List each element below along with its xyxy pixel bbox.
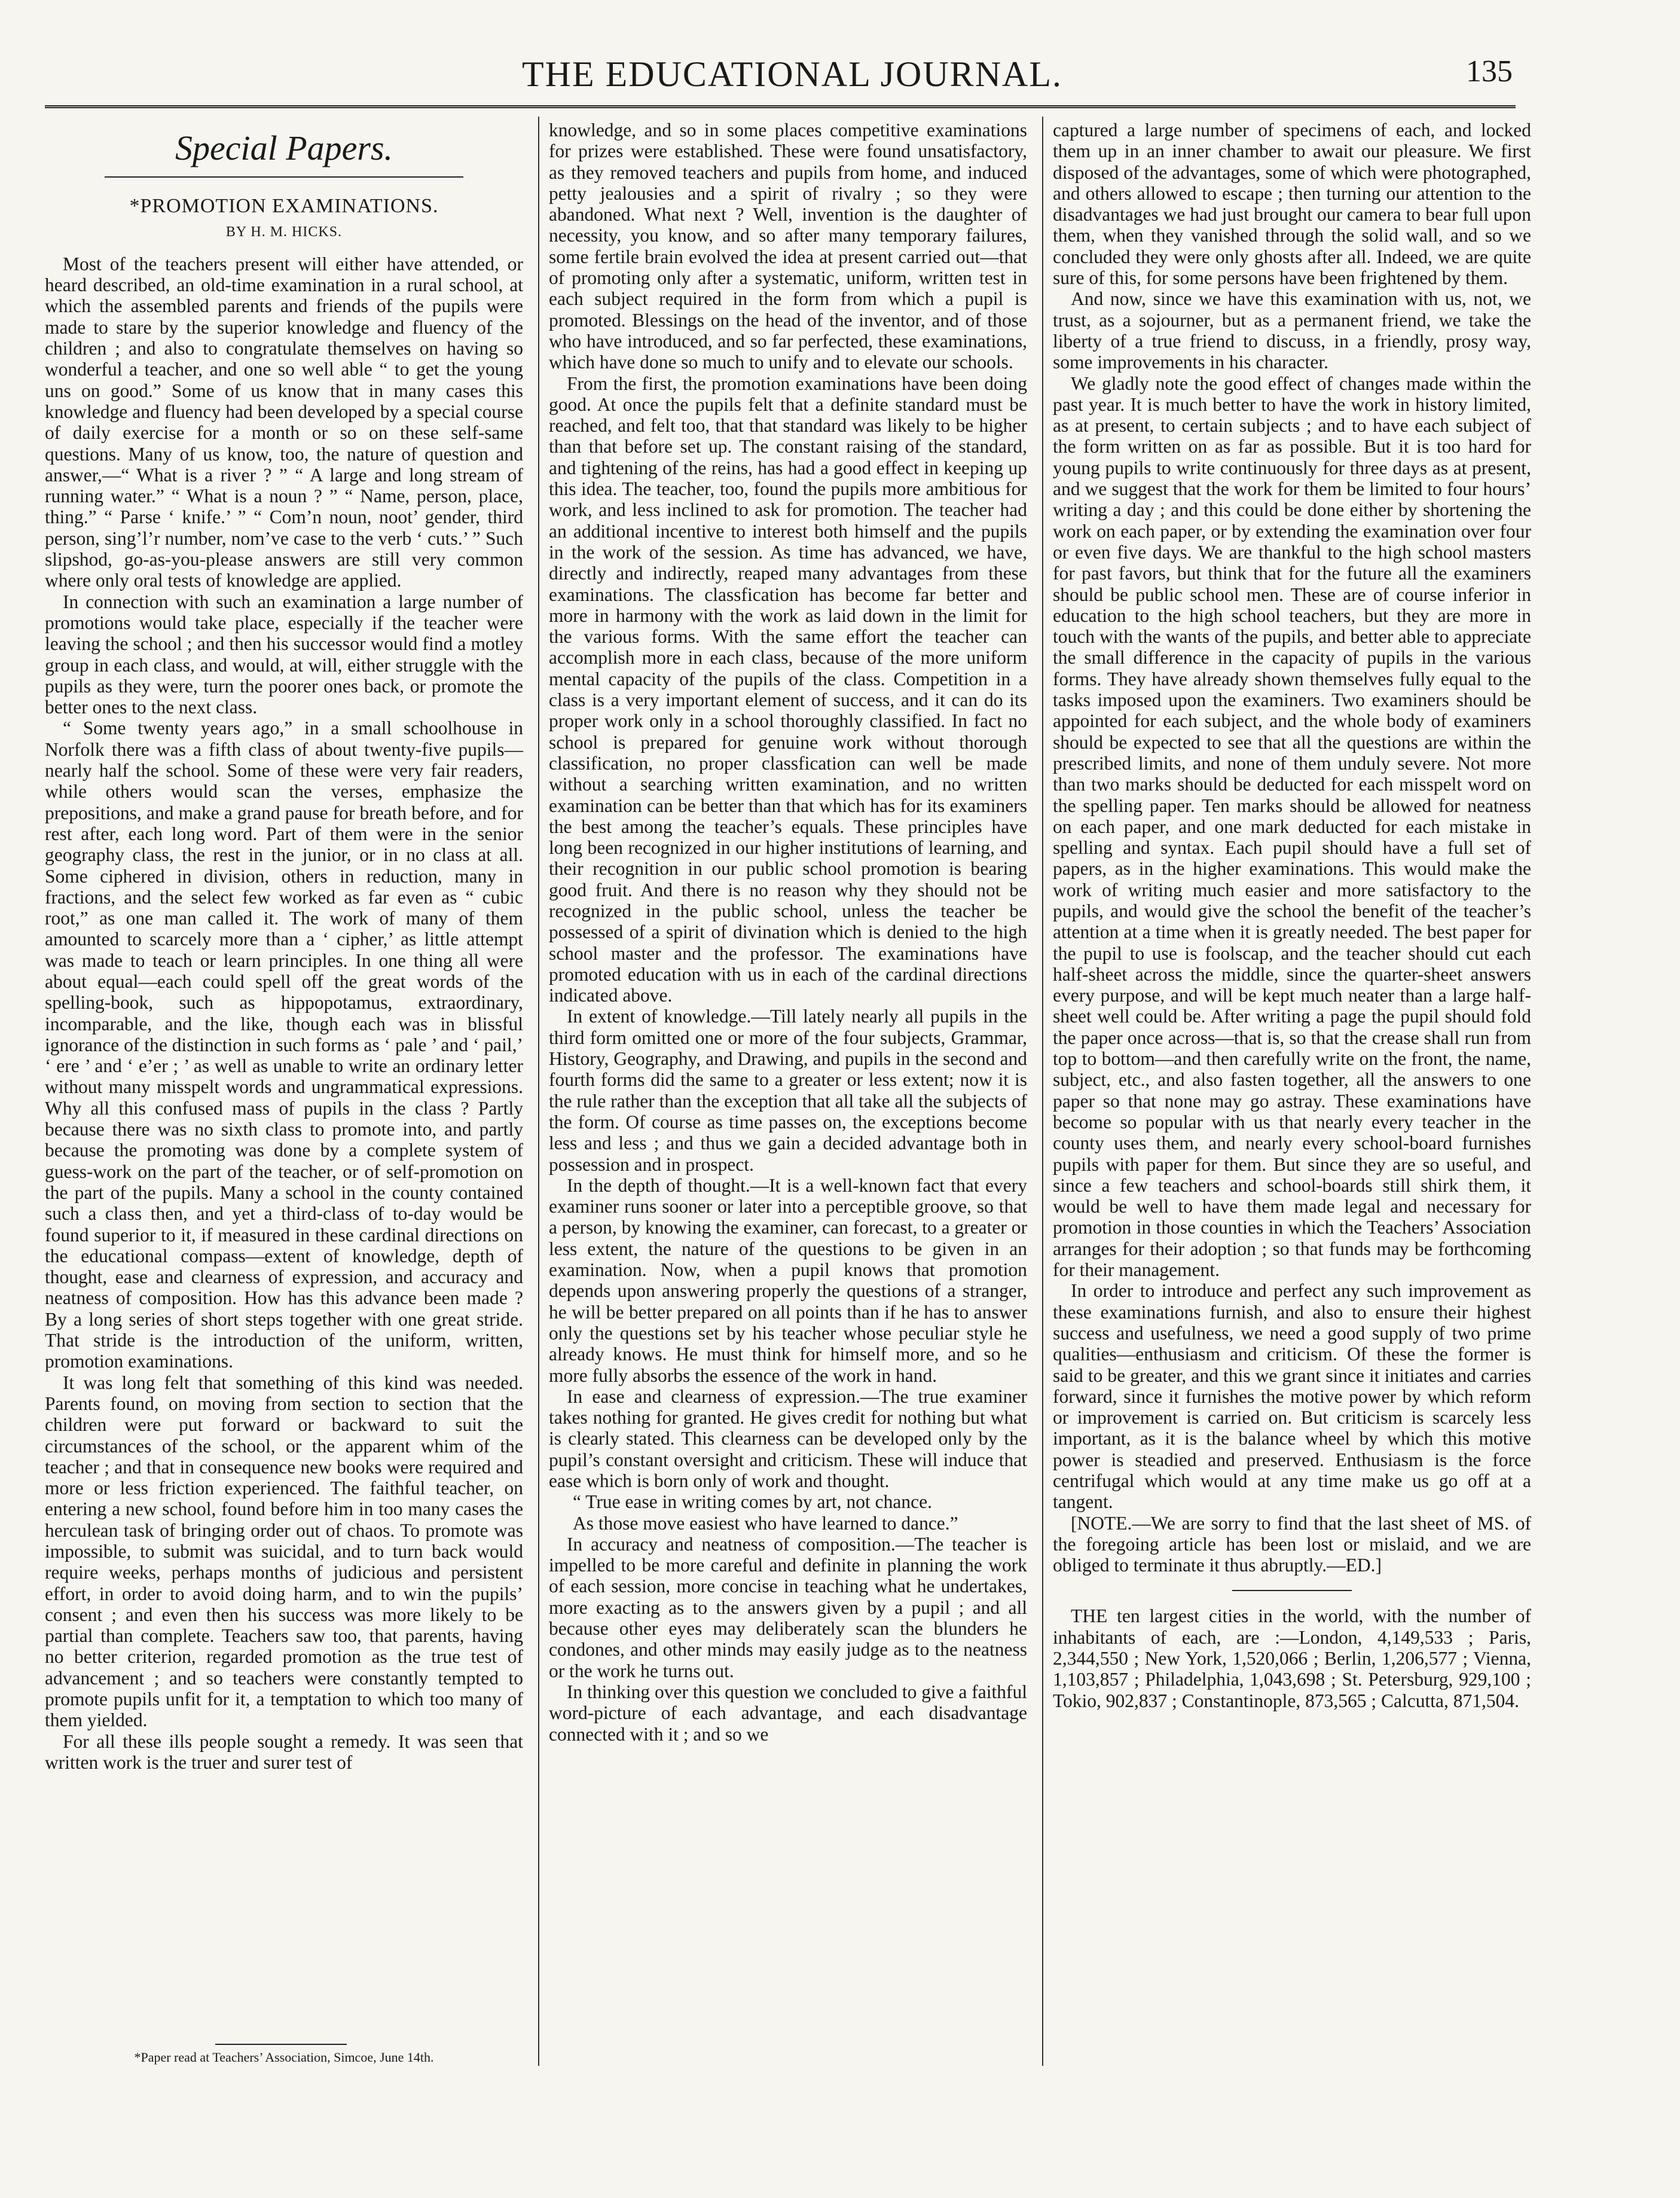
paragraph: In the depth of thought.—It is a well-known fact that every examiner runs sooner or later into a perceptible groove, so that a person, by knowing the examiner, can forecast, to a greater or less extent, the nature of the questions to be given in an examination. Now, when a pupil knows that promotion depends upon answering properly the questions of a stranger, he will be better prepared on all points than if he has to answer only the questions set by his teacher whose peculiar style he already knows. He must think for himself more, and so he more fully absorbs the essence of the work in hand. — [549, 1174, 1027, 1386]
header-rule — [45, 105, 1516, 108]
page-header — [36, 54, 1548, 102]
paragraph: We gladly note the good effect of changes made within the past year. It is much better to have the work in history limited, as at present, to certain subjects ; and to have each subject of the form written on as far as possible. But it is too hard for young pupils to write continuously for three days as at present, and we suggest that the work for them be limited to four hours’ writing a day ; and this could be done either by shortening the work on each paper, or by extending the examination over four or even five days. We are thankful to the high school masters for past favors, but think that for the future all the examiners should be public school men. These are of course inferior in education to the high school teachers, but they are more in touch with the wants of the pupils, and better able to appreciate the small difference in the capacity of pupils in the various forms. They have already shown themselves fully equal to the tasks imposed upon the examiners. Two examiners should be appointed for each subject, and the whole body of examiners should be expected to see that all the questions are within the prescribed limits, and none of them unduly severe. Not more than two marks should be deducted for each misspelt word on the spelling paper. Ten marks should be allowed for neatness on each paper, and one mark deducted for each mistake in spelling and syntax. Each pupil should have a full set of papers, as in the higher examinations. This would make the work of writing much easier and more satisfactory to the pupils, and would give the school the benefit of the teacher’s attention at a time when it is greatly needed. The best paper for the pupil to use is foolscap, and the teacher should cut each half-sheet across the middle, since the quarter-sheet answers every purpose, and will be kept much neater than a large half-sheet well could be. After writing a page the pupil should fold the paper once across—that is, so that the crease shall run from top to bottom—and then carefully write on the front, the name, subject, etc., and also fasten together, all the answers to one paper so that none may go astray. These examinations have become so popular with us that nearly every teacher in the county uses them, and nearly every school-board furnishes pupils with paper for them. But since they are so useful, and since a few teachers and school-boards still shirk them, it would be well to have them made legal and necessary for promotion in those counties in which the Teachers’ Association arranges for their adoption ; so that funds may be forthcoming for their management. — [1053, 373, 1531, 1281]
paragraph: And now, since we have this examination with us, not, we trust, as a sojourner, but as a permanent friend, we take the liberty of a true friend to discuss, in a friendly, prosy way, some improvements in his character. — [1053, 288, 1531, 373]
paragraph: In order to introduce and perfect any such improvement as these examinations furnish, and also to ensure their highest success and usefulness, we need a good supply of two prime qualities—enthusiasm and criticism. Of these the former is said to be greater, and this we grant since it initiates and carries forward, since it furnishes the motive power by which reform or improvement is carried on. But criticism is scarcely less important, as it is the balance wheel by which this motive power is steadied and preserved. Enthusiasm is the force centrifugal which would at any time make us go off at a tangent. — [1053, 1280, 1531, 1513]
page-number: 135 — [1466, 54, 1513, 88]
column-1 — [45, 120, 523, 1773]
section-rule — [105, 176, 463, 178]
column-divider — [1042, 117, 1043, 2066]
paragraph: In extent of knowledge.—Till lately nearly all pupils in the third form omitted one or more of the four subjects, Grammar, History, Geography, and Drawing, and pupils in the second and fourth forms did the same to a greater or less extent; now it is the rule rather than the exception that all take all the subjects of the form. Of course as time passes on, the exceptions become less and less ; and thus we gain a decided advantage both in possession and in prospect. — [549, 1006, 1027, 1175]
editor-note: [NOTE.—We are sorry to find that the last sheet of MS. of the foregoing article has been lost or mislaid, and we are obliged to terminate it thus abruptly.—ED.] — [1053, 1512, 1531, 1576]
paragraph: “ Some twenty years ago,” in a small schoolhouse in Norfolk there was a fifth class of about twenty-five pupils—nearly half the school. Some of these were very fair readers, while others would scan the verses, emphasize the prepositions, and make a grand pause for breath before, and for rest after, each long word. Part of them were in the senior geography class, the rest in the junior, or in no class at all. Some ciphered in division, others in reduction, many in fractions, and the select few worked as far even as “ cubic root,” as one man called it. The work of many of them amounted to scarcely more than a ‘ cipher,’ as little attempt was made to teach or learn principles. In one thing all were about equal—each could spell off the great words of the spelling-book, such as hippopotamus, extraordinary, incomparable, and the like, though each was in blissful ignorance of the distinction in such forms as ‘ pale ’ and ‘ pail,’ ‘ ere ’ and ‘ e’er ; ’ as well as unable to write an ordinary letter without many misspelt words and ungrammatical expressions. Why all this confused mass of pupils in the class ? Partly because there was no sixth class to promote into, and partly because the promoting was done by a complete system of guess-work on the part of the teacher, or of self-promotion on the part of the pupils. Many a school in the county contained such a class then, and yet a third-class of to-day would be found superior to it, if measured in these cardinal directions on the educational compass—extent of knowledge, depth of thought, ease and clearness of expression, and accuracy and neatness of composition. How has this advance been made ? By a long series of short steps together with one great stride. That stride is the introduction of the uniform, written, promotion examinations. — [45, 718, 523, 1372]
article-title: *PROMOTION EXAMINATIONS. — [129, 195, 439, 218]
column-2 — [549, 120, 1027, 1745]
paragraph: In thinking over this question we concluded to give a faithful word-picture of each advantage, and each disadvantage connected with it ; and so we — [549, 1681, 1027, 1745]
paragraph: In connection with such an examination a large number of promotions would take place, especially if the teacher were leaving the school ; and then his successor would find a motley group in each class, and would, at will, either struggle with the pupils as they were, turn the poorer ones back, or promote the better ones to the next class. — [45, 591, 523, 718]
article-byline: BY H. M. HICKS. — [225, 224, 343, 240]
item-rule — [1232, 1590, 1352, 1591]
journal-title: THE EDUCATIONAL JOURNAL. — [521, 54, 1063, 94]
paragraph: knowledge, and so in some places competitive examinations for prizes were established. These were found unsatisfactory, as they removed teachers and pupils from home, and induced petty jealousies and a spirit of rivalry ; so they were abandoned. What next ? Well, invention is the daughter of necessity, you know, and so after many temporary failures, some fertile brain evolved the idea at present carried out—that of promoting only after a systematic, uniform, written test in each subject required in the form from which a pupil is promoted. Blessings on the head of the inventor, and of those who have introduced, and so far perfected, these examinations, which have done so much to unify and to elevate our schools. — [549, 120, 1027, 373]
paragraph: Most of the teachers present will either have attended, or heard described, an old-time examination in a rural school, at which the assembled parents and friends of the pupils were made to stare by the superior knowledge and fluency of the children ; and also to congratulate themselves on having so wonderful a teacher, and one so well able “ to get the young uns on good.” Some of us know that in many cases this knowledge and fluency had been developed by a special course of daily exercise for a month or so on these self-same questions. Many of us know, too, the nature of question and answer,—“ What is a river ? ” “ A large and long stream of running water.” “ What is a noun ? ” “ Name, person, place, thing.” “ Parse ‘ knife.’ ” “ Com’n noun, noot’ gender, third person, sing’l’r number, nom’ve case to the verb ‘ cuts.’ ” Such slipshod, go-as-you-please answers are still very common where only oral tests of knowledge are applied. — [45, 253, 523, 591]
paragraph: It was long felt that something of this kind was needed. Parents found, on moving from section to section that the children were put forward or backward to suit the circumstances of the school, or the apparent whim of the teacher ; and that in consequence new books were required and more or less friction experienced. The faithful teacher, on entering a new school, found before him in too many cases the herculean task of bringing order out of chaos. To promote was impossible, to submit was suicidal, and to turn back would require weeks, perhaps months of judicious and persistent effort, in order to avoid doing harm, and to win the pupils’ consent ; and even then his success was more likely to be partial than complete. Teachers saw too, that parents, having no better criterion, regarded promotion as the true test of advancement ; and so teachers were constantly tempted to promote pupils unfit for it, a temptation to which too many of them yielded. — [45, 1372, 523, 1731]
column-divider — [538, 117, 539, 2066]
quote-line: “ True ease in writing comes by art, not chance. — [573, 1491, 932, 1513]
cities-paragraph: THE ten largest cities in the world, with the number of inhabitants of each, are :—London, 4,149,533 ; Paris, 2,344,550 ; New York, 1,520,066 ; Berlin, 1,206,577 ; Vienna, 1,103,857 ; Philadelphia, 1,043,698 ; St. Petersburg, 929,100 ; Tokio, 902,837 ; Constantinople, 873,565 ; Calcutta, 871,504. — [1053, 1605, 1531, 1711]
paragraph: In accuracy and neatness of composition.—The teacher is impelled to be more careful and definite in planning the work of each session, more concise in teaching what he undertakes, more exacting as to the answers given by a pupil ; and all because other eyes may deliberately scan the blunders he condones, and other minds may easily judge as to the neatness or the work he turns out. — [549, 1533, 1027, 1681]
paragraph: In ease and clearness of expression.—The true examiner takes nothing for granted. He gives credit for nothing but what is clearly stated. This clearness can be developed only by the pupil’s constant oversight and criticism. These will induce that ease which is born only of work and thought. — [549, 1385, 1027, 1491]
footnote: *Paper read at Teachers’ Association, Simcoe, June 14th. — [134, 2050, 434, 2065]
paragraph: From the first, the promotion examinations have been doing good. At once the pupils felt that a definite standard must be reached, and felt too, that that standard was likely to be higher than that before set up. The constant raising of the standard, and tightening of the reins, has had a good effect in keeping up this idea. The teacher, too, found the pupils more ambitious for work, and less inclined to ask for promotion. The teacher had an additional incentive to interest both himself and the pupils in the work of the session. As time has advanced, we have, directly and indirectly, reaped many advantages from these examinations. The classfication has become far better and more in harmony with the work as laid down in the limit for the various forms. With the same effort the teacher can accomplish more in each class, because of the more uniform mental capacity of the pupils of the class. Competition in a class is a very important element of success, and it can do its proper work only in a school thoroughly classified. In fact no school is prepared for genuine work without thorough classification, no proper classfication can well be made without a searching written examination, and no written examination can be better than that which has for its examiners the best among the teacher’s equals. These principles have long been recognized in our higher institutions of learning, and their recognition in our public school promotion is bearing good fruit. And there is no reason why they should not be recognized in the public school, unless the teacher be possessed of a spirit of divination which is denied to the high school master and the professor. The examinations have promoted education with us in each of the cardinal directions indicated above. — [549, 373, 1027, 1006]
quote-line: As those move easiest who have learned to dance.” — [573, 1512, 958, 1534]
paragraph: captured a large number of specimens of each, and locked them up in an inner chamber to await our pleasure. We first disposed of the advantages, some of which were photographed, and others allowed to escape ; then turning our attention to the disadvantages we had just brought our camera to bear full upon them, when they vanished through the solid wall, and so we concluded they were only ghosts after all. Indeed, we are quite sure of this, for some persons have been frightened by them. — [1053, 120, 1531, 289]
paragraph: For all these ills people sought a remedy. It was seen that written work is the truer and surer test of — [45, 1730, 523, 1773]
column-3 — [1053, 120, 1531, 1711]
footnote-rule — [215, 2044, 347, 2045]
section-title: Special Papers. — [175, 129, 393, 167]
